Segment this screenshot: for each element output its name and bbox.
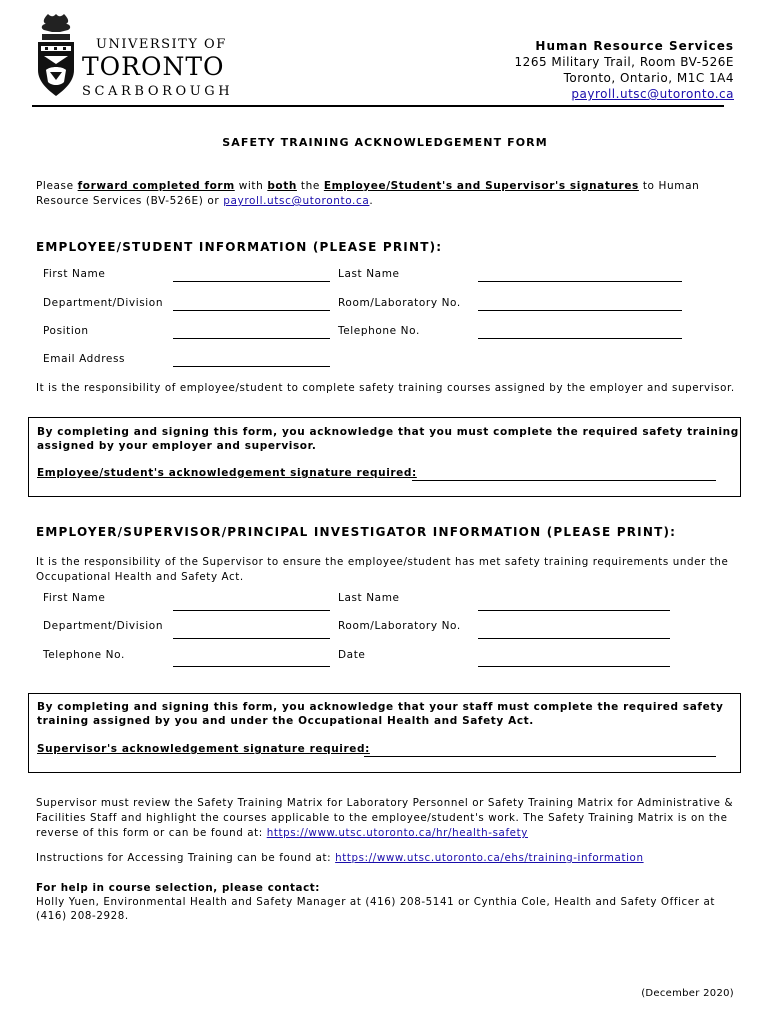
emp-position-label: Position [43,325,89,337]
sup-date-label: Date [338,649,366,661]
form-title: SAFETY TRAINING ACKNOWLEDGEMENT FORM [222,136,548,149]
emp-room-field[interactable] [478,310,682,311]
emp-phone-field[interactable] [478,338,682,339]
university-logo [32,12,234,102]
instructions-text: Instructions for Accessing Training can be found at: [36,852,336,864]
help-line2: (416) 208-2928. [36,910,129,922]
address-street: 1265 Military Trail, Room BV-526E [514,55,734,69]
review-line1: Supervisor must review the Safety Training Matrix for Laboratory Personnel or Safety Training Matrix for Administrative & [36,797,734,809]
sup-signature-field[interactable] [364,756,716,757]
review-line3: reverse of this form or can be found at: [36,827,267,839]
help-block [36,881,715,923]
intro-t1: Please [36,180,78,192]
sup-room-field[interactable] [478,638,670,639]
help-line1: Holly Yuen, Environmental Health and Safety Manager at (416) 208-5141 or Cynthia Cole, Health and Safety Officer at [36,896,715,908]
intro-t6: Employee/Student's and Supervisor's signatures [323,180,639,192]
emp-dept-label: Department/Division [43,297,164,309]
intro-paragraph [36,179,736,209]
address-city: Toronto, Ontario, M1C 1A4 [563,71,734,85]
intro-t10: . [369,195,374,207]
help-heading: For help in course selection, please contact: [36,882,321,894]
address-email-link[interactable]: payroll.utsc@utoronto.ca [571,87,734,101]
emp-position-field[interactable] [173,338,330,339]
sup-phone-field[interactable] [173,666,330,667]
emp-last-name-field[interactable] [478,281,682,282]
sup-resp-line1: It is the responsibility of the Supervisor to ensure the employee/student has met safety training requirements under the [36,556,729,568]
sup-last-name-field[interactable] [478,610,670,611]
sup-dept-label: Department/Division [43,620,164,632]
instructions-line [36,852,644,864]
sup-first-name-label: First Name [43,592,106,604]
crest-icon [32,12,80,100]
sup-phone-label: Telephone No. [43,649,125,661]
supervisor-heading: EMPLOYER/SUPERVISOR/PRINCIPAL INVESTIGATOR INFORMATION (PLEASE PRINT): [36,525,677,539]
intro-t5: the [296,180,324,192]
emp-signature-field[interactable] [412,480,716,481]
review-paragraph [36,796,746,841]
training-info-link[interactable]: https://www.utsc.utoronto.ca/ehs/training-information [335,852,644,864]
employee-heading: EMPLOYEE/STUDENT INFORMATION (PLEASE PRINT): [36,240,443,254]
intro-t3: with [234,180,268,192]
emp-first-name-field[interactable] [173,281,330,282]
sup-signature-label: Supervisor's acknowledgement signature required: [37,743,370,755]
sup-room-label: Room/Laboratory No. [338,620,461,632]
emp-email-field[interactable] [173,366,330,367]
emp-responsibility: It is the responsibility of employee/student to complete safety training courses assigned by the employer and supervisor. [36,382,735,394]
logo-line2: TORONTO [82,52,225,81]
logo-line3: SCARBOROUGH [82,84,234,99]
intro-t7: to Human [638,180,700,192]
emp-email-label: Email Address [43,353,126,365]
revision-date: (December 2020) [641,988,734,999]
sup-last-name-label: Last Name [338,592,400,604]
intro-t4: both [267,180,297,192]
sup-resp-line2: Occupational Health and Safety Act. [36,571,244,583]
review-line2: Facilities Staff and highlight the courses applicable to the employee/student's work. The Safety Training Matrix is on the [36,812,728,824]
sup-date-field[interactable] [478,666,670,667]
intro-t2: forward completed form [77,180,235,192]
sup-ack-line2: training assigned by you and under the Occupational Health and Safety Act. [37,715,534,727]
emp-room-label: Room/Laboratory No. [338,297,461,309]
sup-dept-field[interactable] [173,638,330,639]
emp-phone-label: Telephone No. [338,325,420,337]
emp-dept-field[interactable] [173,310,330,311]
logo-line1: UNIVERSITY OF [96,37,227,52]
sup-ack-line1: By completing and signing this form, you acknowledge that your staff must complete the required safety [37,701,724,713]
sup-first-name-field[interactable] [173,610,330,611]
emp-ack-line2: assigned by your employer and supervisor. [37,440,317,452]
header-divider [32,105,724,107]
emp-signature-label: Employee/student's acknowledgement signature required: [37,467,417,479]
health-safety-link[interactable]: https://www.utsc.utoronto.ca/hr/health-safety [266,827,528,839]
intro-t8: Resource Services (BV-526E) or [36,195,224,207]
intro-email-link[interactable]: payroll.utsc@utoronto.ca [223,195,370,207]
address-block [515,38,734,102]
emp-ack-line1: By completing and signing this form, you acknowledge that you must complete the required safety training [37,426,739,438]
emp-first-name-label: First Name [43,268,106,280]
emp-last-name-label: Last Name [338,268,400,280]
address-dept: Human Resource Services [535,39,734,53]
